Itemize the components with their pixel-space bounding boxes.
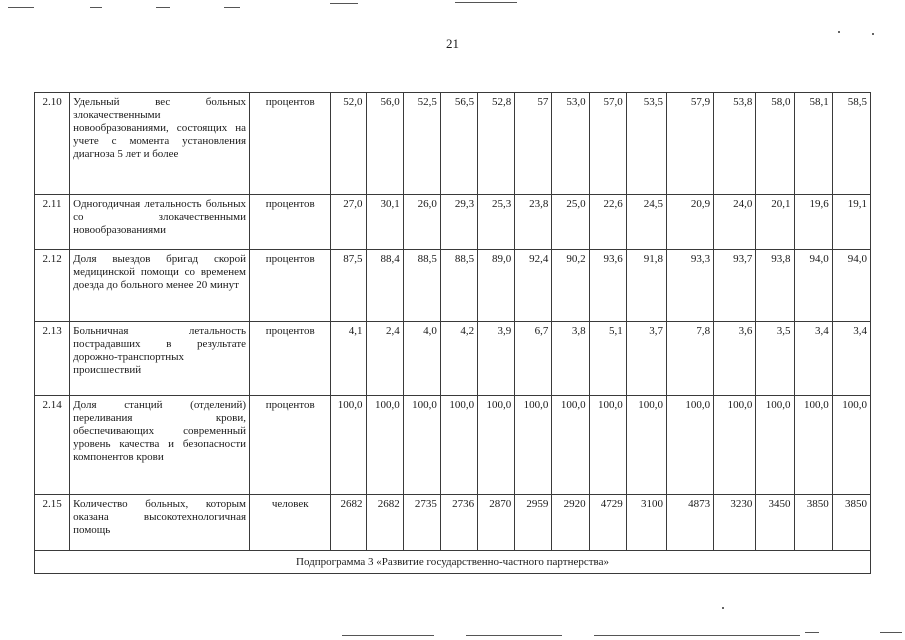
indicator-value: 53,0 [552, 93, 589, 195]
indicator-value: 100,0 [331, 395, 366, 494]
indicator-value: 3450 [756, 494, 794, 551]
indicator-value: 2920 [552, 494, 589, 551]
indicator-value: 58,0 [756, 93, 794, 195]
indicator-value: 27,0 [331, 194, 366, 249]
indicator-value: 56,0 [366, 93, 403, 195]
indicator-value: 2682 [331, 494, 366, 551]
indicator-value: 90,2 [552, 249, 589, 321]
indicator-value: 2959 [515, 494, 552, 551]
indicator-value: 3100 [626, 494, 666, 551]
indicator-value: 25,0 [552, 194, 589, 249]
indicator-value: 4,2 [440, 321, 477, 395]
subprogram-title: Подпрограмма 3 «Развитие государственно-частного партнерства» [296, 555, 609, 568]
indicator-value: 100,0 [666, 395, 713, 494]
indicator-name: Удельный вес больных злокачественными новообразованиями, состоящих на учете с момента установления диагноза 5 лет и более [70, 93, 250, 195]
indicator-value: 3,8 [552, 321, 589, 395]
indicator-value: 53,8 [714, 93, 756, 195]
indicator-value: 7,8 [666, 321, 713, 395]
indicator-value: 3850 [832, 494, 870, 551]
table-row [35, 194, 871, 249]
row-number: 2.14 [35, 395, 70, 494]
indicator-value: 94,0 [794, 249, 832, 321]
indicator-name: Одногодичная летальность больных со злокачественными новообразованиями [70, 194, 250, 249]
row-number: 2.15 [35, 494, 70, 551]
indicator-value: 52,8 [478, 93, 515, 195]
indicator-value: 23,8 [515, 194, 552, 249]
unit-of-measure: процентов [250, 395, 331, 494]
table-row [35, 93, 871, 195]
indicator-value: 3,4 [832, 321, 870, 395]
unit-of-measure: процентов [250, 93, 331, 195]
indicator-value: 89,0 [478, 249, 515, 321]
subprogram-row [35, 551, 871, 574]
indicator-name: Доля выездов бригад скорой медицинской помощи со временем доезда до больного менее 20 минут [70, 249, 250, 321]
indicator-value: 88,5 [440, 249, 477, 321]
indicator-value: 56,5 [440, 93, 477, 195]
indicator-value: 87,5 [331, 249, 366, 321]
indicator-value: 4,0 [403, 321, 440, 395]
indicator-value: 100,0 [515, 395, 552, 494]
indicator-value: 3,5 [756, 321, 794, 395]
indicator-value: 52,5 [403, 93, 440, 195]
indicator-value: 57 [515, 93, 552, 195]
indicator-value: 100,0 [756, 395, 794, 494]
indicator-value: 93,7 [714, 249, 756, 321]
indicator-value: 3,4 [794, 321, 832, 395]
row-number: 2.12 [35, 249, 70, 321]
indicator-value: 3,9 [478, 321, 515, 395]
indicator-value: 100,0 [478, 395, 515, 494]
indicator-value: 4729 [589, 494, 626, 551]
row-number: 2.10 [35, 93, 70, 195]
indicator-value: 53,5 [626, 93, 666, 195]
indicator-value: 100,0 [440, 395, 477, 494]
indicator-value: 100,0 [832, 395, 870, 494]
indicator-value: 5,1 [589, 321, 626, 395]
row-number: 2.13 [35, 321, 70, 395]
indicator-value: 2682 [366, 494, 403, 551]
indicator-name: Доля станций (отделений) переливания крови, обеспечивающих современный уровень качества и безопасности компонентов крови [70, 395, 250, 494]
indicator-value: 100,0 [589, 395, 626, 494]
indicator-value: 93,6 [589, 249, 626, 321]
indicator-value: 3,6 [714, 321, 756, 395]
table-row [35, 249, 871, 321]
indicator-value: 3850 [794, 494, 832, 551]
indicator-value: 100,0 [552, 395, 589, 494]
indicator-value: 93,3 [666, 249, 713, 321]
indicator-value: 92,4 [515, 249, 552, 321]
indicator-value: 3,7 [626, 321, 666, 395]
indicator-value: 58,1 [794, 93, 832, 195]
indicator-value: 93,8 [756, 249, 794, 321]
indicator-value: 100,0 [403, 395, 440, 494]
indicator-value: 2,4 [366, 321, 403, 395]
unit-of-measure: процентов [250, 321, 331, 395]
page-number: 21 [446, 36, 459, 51]
indicator-value: 22,6 [589, 194, 626, 249]
indicator-value: 58,5 [832, 93, 870, 195]
indicator-value: 3230 [714, 494, 756, 551]
indicator-value: 88,4 [366, 249, 403, 321]
indicators-table [34, 92, 871, 574]
indicator-value: 19,6 [794, 194, 832, 249]
indicator-value: 25,3 [478, 194, 515, 249]
indicator-value: 88,5 [403, 249, 440, 321]
indicator-value: 30,1 [366, 194, 403, 249]
indicator-value: 4873 [666, 494, 713, 551]
table-row [35, 395, 871, 494]
indicator-value: 57,0 [589, 93, 626, 195]
unit-of-measure: человек [250, 494, 331, 551]
table-row [35, 321, 871, 395]
indicator-value: 24,0 [714, 194, 756, 249]
subprogram-cell [35, 551, 871, 574]
row-number: 2.11 [35, 194, 70, 249]
indicator-value: 91,8 [626, 249, 666, 321]
indicator-value: 2735 [403, 494, 440, 551]
unit-of-measure: процентов [250, 194, 331, 249]
indicator-value: 20,1 [756, 194, 794, 249]
indicator-value: 100,0 [626, 395, 666, 494]
indicator-value: 2736 [440, 494, 477, 551]
indicator-value: 20,9 [666, 194, 713, 249]
table-row [35, 494, 871, 551]
indicator-value: 26,0 [403, 194, 440, 249]
indicator-value: 6,7 [515, 321, 552, 395]
indicator-value: 57,9 [666, 93, 713, 195]
indicator-value: 100,0 [794, 395, 832, 494]
indicator-value: 100,0 [366, 395, 403, 494]
indicator-value: 4,1 [331, 321, 366, 395]
indicator-value: 29,3 [440, 194, 477, 249]
indicator-value: 94,0 [832, 249, 870, 321]
indicator-name: Больничная летальность пострадавших в результате дорожно-транспортных происшествий [70, 321, 250, 395]
indicator-value: 52,0 [331, 93, 366, 195]
indicator-name: Количество больных, которым оказана высокотехнологичная помощь [70, 494, 250, 551]
indicator-value: 2870 [478, 494, 515, 551]
indicator-value: 19,1 [832, 194, 870, 249]
unit-of-measure: процентов [250, 249, 331, 321]
indicator-value: 24,5 [626, 194, 666, 249]
indicator-value: 100,0 [714, 395, 756, 494]
